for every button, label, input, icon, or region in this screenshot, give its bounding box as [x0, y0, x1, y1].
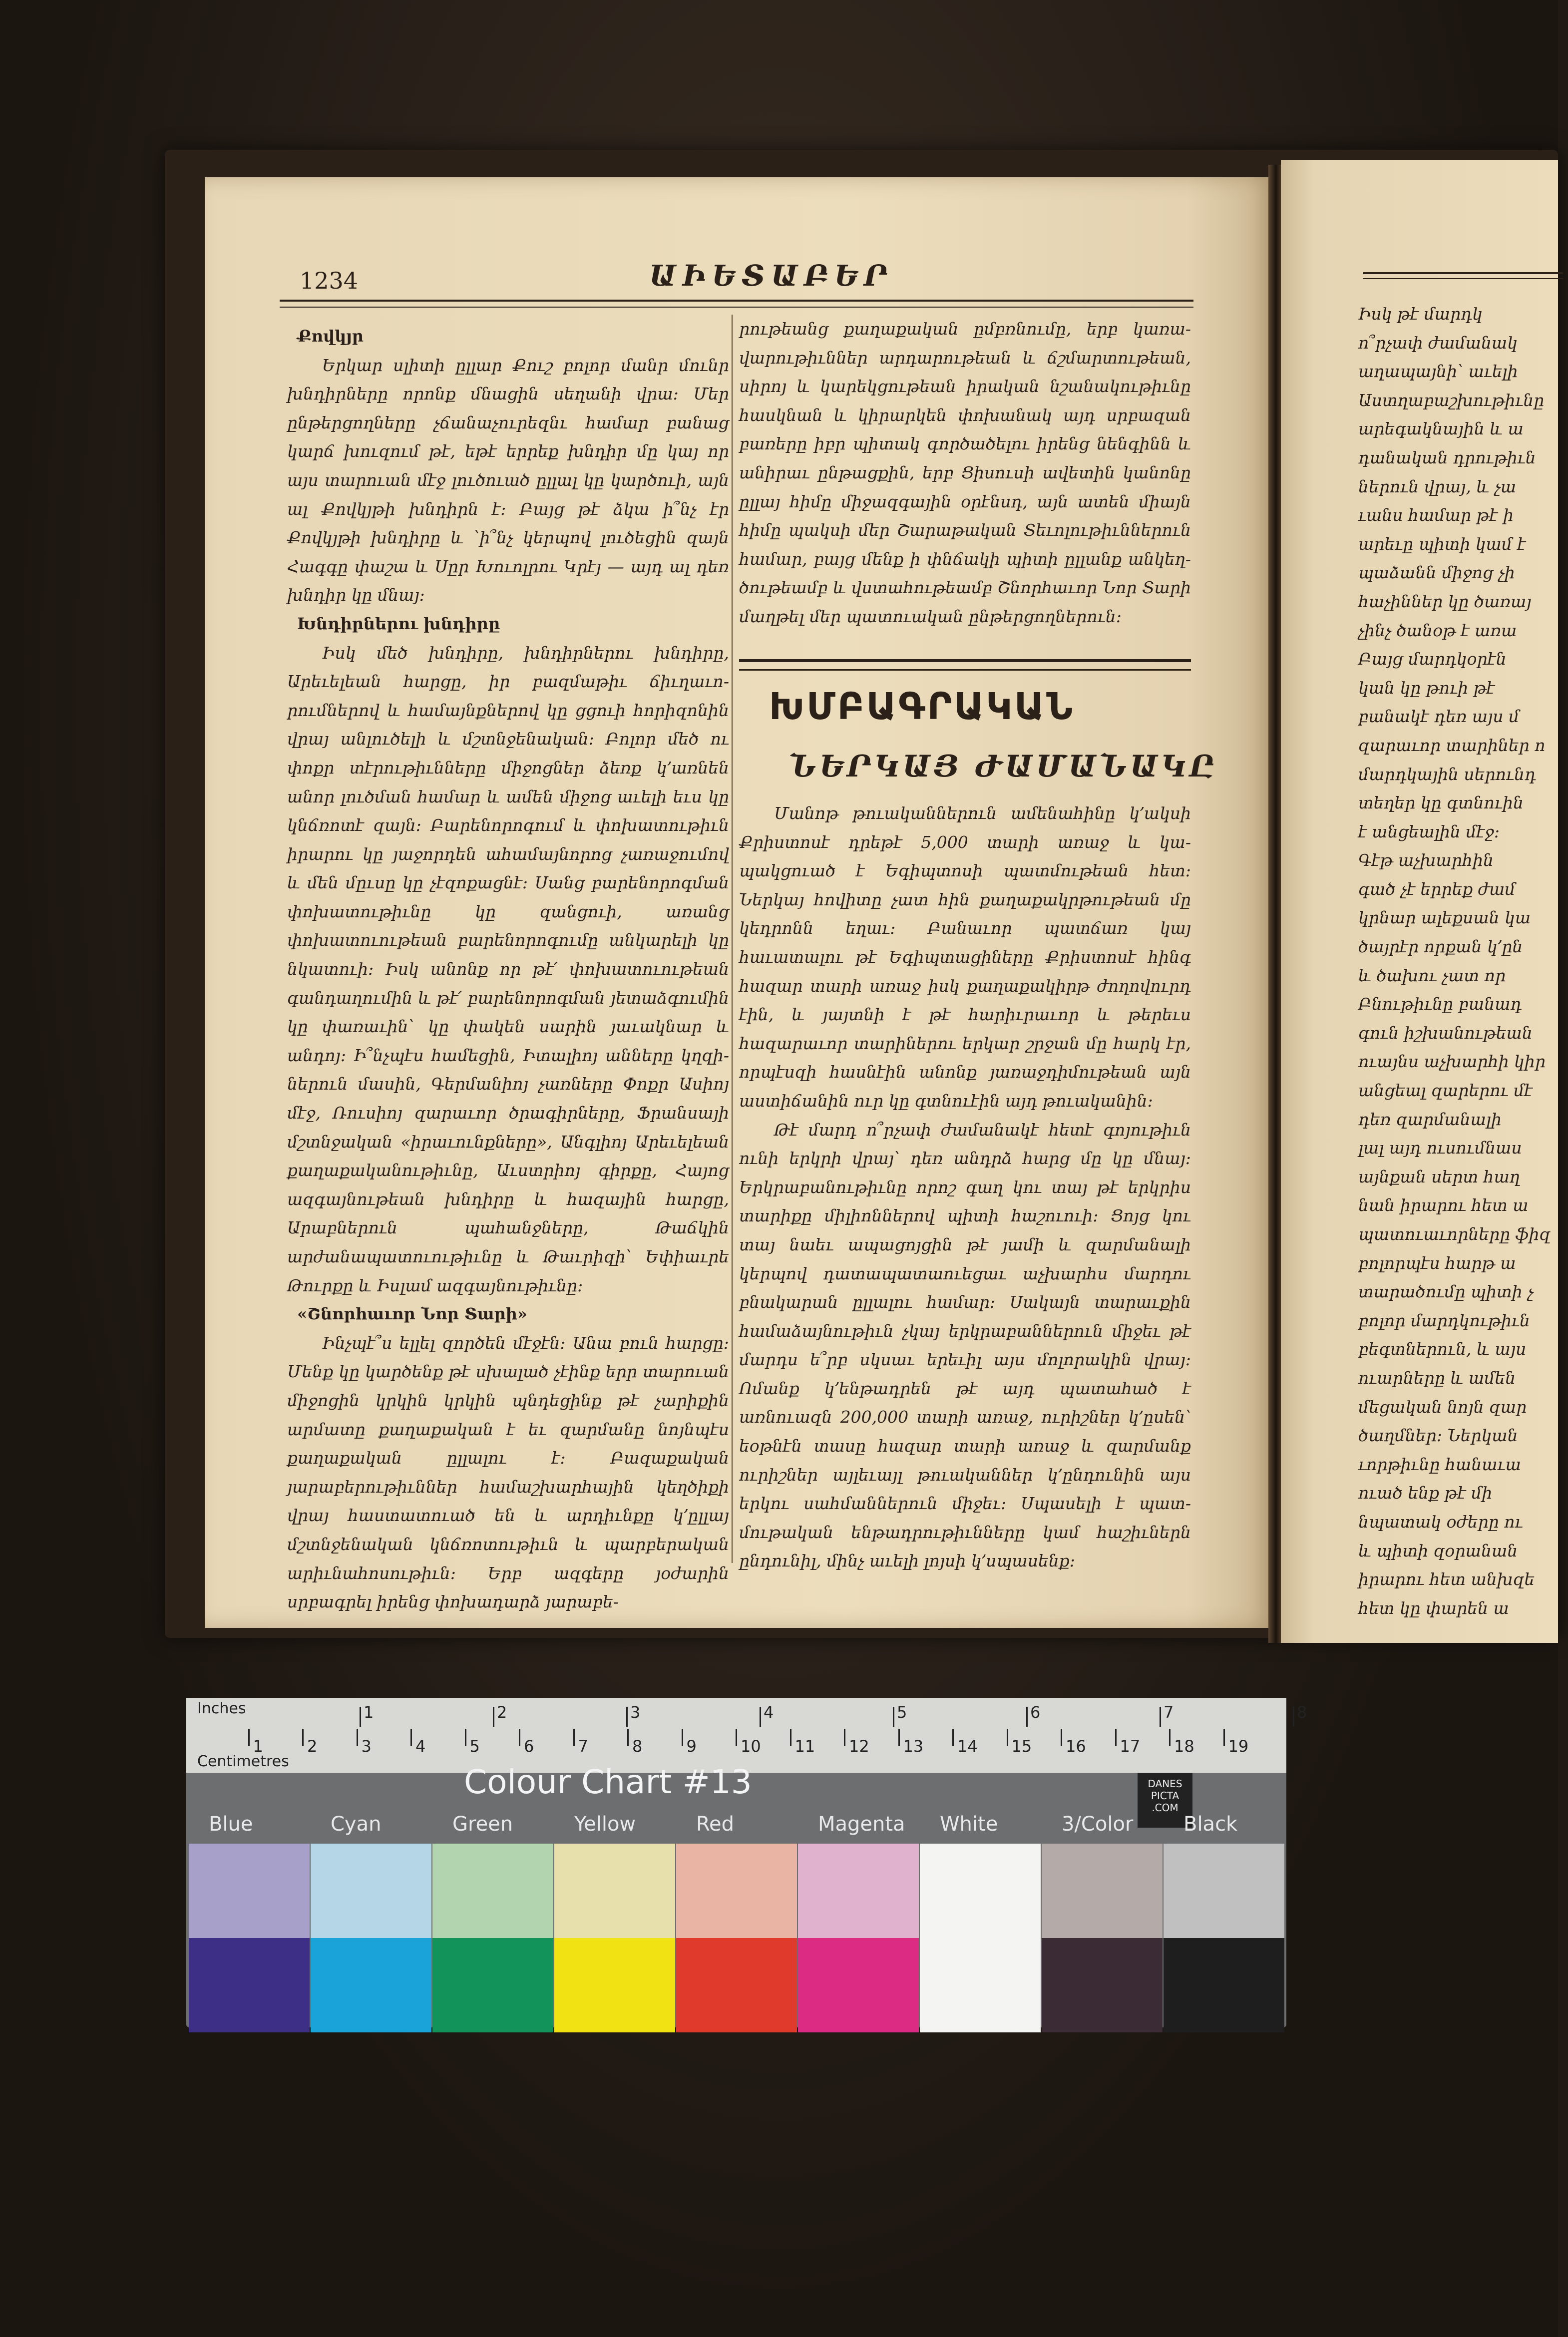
- swatch-light: [920, 1844, 1041, 1938]
- right-page-line: գած չէ երրեք ժամ: [1358, 879, 1516, 899]
- right-page-line: ուարները և ամեն: [1358, 1368, 1516, 1388]
- cm-tick: [357, 1729, 358, 1746]
- right-page-line: չինչ ծանօթ է առա: [1358, 620, 1517, 640]
- cm-number: 13: [903, 1737, 924, 1756]
- right-page-line: ւանս համար թէ ի: [1358, 505, 1514, 525]
- right-page-line: Գէթ աչխարհին: [1358, 850, 1494, 870]
- swatch-light: [432, 1844, 553, 1938]
- swatch-label: Magenta: [818, 1813, 905, 1836]
- paragraph: Ինչպէ՞ս ելլել զործեն մէջէն։ Անա բուն հարցը։ Մենք կը կարծենք թէ սխալած չէինք երր տարուան միջոցին կրկին կրկին պնդեցինք թէ չարիքին արմատը քաղաքական է եւ զարմանը նոյնպէս քաղաքական ըլլալու է։ Բազաքական յարաբերութիւններ համաշխարհային կեղծիքի վրայ հաստատուած են և արդիւնքը կ՚ըլլայ մշտնջենական կնճռոտութիւն և պարբերական արիւնահոսութիւն։ Երբ ազգերը յօժարին սրբագրել իրենց փոխադարձ յարաբե-: [287, 1333, 729, 1612]
- cm-tick: [302, 1729, 304, 1746]
- inch-tick: [1160, 1707, 1161, 1727]
- cm-number: 2: [307, 1737, 318, 1756]
- right-page-line: Իսկ թէ մարդկ: [1358, 304, 1483, 324]
- cm-tick: [952, 1729, 954, 1746]
- cm-tick: [1061, 1729, 1062, 1746]
- swatch-label: Green: [452, 1813, 513, 1836]
- right-page-line: գուն իշխանութեան: [1358, 1023, 1533, 1043]
- inch-tick: [626, 1707, 628, 1727]
- inch-number: 3: [630, 1703, 641, 1722]
- cm-tick: [736, 1729, 737, 1746]
- inch-number: 8: [1297, 1703, 1307, 1722]
- right-page-line: նան իրարու հետ ա: [1358, 1195, 1529, 1215]
- swatch-light: [554, 1844, 675, 1938]
- cm-number: 1: [253, 1737, 263, 1756]
- inch-number: 7: [1164, 1703, 1174, 1722]
- ruler: [186, 1698, 1307, 1773]
- swatch-light: [189, 1844, 310, 1938]
- danes-picta-logo: DANES PICTA .COM: [1138, 1773, 1192, 1828]
- right-page-line: լալ այդ ուսումնաս: [1358, 1138, 1522, 1158]
- right-page-line: Աստղաբաշխութիւնը: [1358, 390, 1545, 410]
- swatch-label: Black: [1183, 1813, 1238, 1836]
- inch-tick: [493, 1707, 494, 1727]
- cm-number: 16: [1066, 1737, 1086, 1756]
- cm-number: 3: [361, 1737, 372, 1756]
- right-page-line: բեգտներուն, և այս: [1358, 1339, 1527, 1359]
- right-page-line: ուայնս աչխարհի կիր: [1358, 1052, 1546, 1072]
- centimetres-label: Centimetres: [197, 1753, 289, 1770]
- page-number: 1234: [300, 267, 359, 294]
- right-page-line: Բնութիւնը բանադ: [1358, 994, 1522, 1014]
- swatch-light: [311, 1844, 431, 1938]
- cm-number: 6: [524, 1737, 534, 1756]
- cm-tick: [1223, 1729, 1225, 1746]
- right-page-line: նպատակ օժերը ու: [1358, 1512, 1523, 1532]
- cm-number: 17: [1120, 1737, 1141, 1756]
- paragraph: Երկար սլիտի ըլլար Քուշ բոլոր մանր մունր խնդիրները որոնք մնացին սեղանի վրա։ Մեր ընթերցողները չճանաչուրեզնւ համար բանաց կարճ խուզում թէ, եթէ երրեք խնդիր մը կայ որ այս տարուան մէջ լուծուած ըլլալ կը կարծուի, այն ալ Քովկյթի խնդիրն է։ Բայց թէ ձկա ի՞նչ էր Քովկյթի խնդիրը և ՝ի՞նչ կերպով լուծեցին զայն Հագգը փաշա և Սըր Խուոլրու Կրէյ — այդ ալ դեռ խնդիր կը մնայ։: [287, 355, 729, 605]
- section-heading: «Շնորհաւոր Նոր Տարի»: [297, 1304, 527, 1324]
- right-page-line: Բայց մարդկօրէն: [1358, 649, 1507, 669]
- right-page-line: արեգակնային և ա: [1358, 419, 1524, 439]
- right-page-line: տեղեր կը գտնուին: [1358, 793, 1524, 813]
- running-head: ԱԻԵՏԱԲԵՐ: [649, 259, 894, 293]
- right-page-line: և ծախու չատ որ: [1358, 965, 1506, 985]
- right-page-line: ուած ենք թէ մի: [1358, 1483, 1493, 1503]
- cm-tick: [410, 1729, 412, 1746]
- right-page-line: տարածումը պիտի չ: [1358, 1282, 1534, 1302]
- right-page-line: անցեալ զարերու մէ: [1358, 1081, 1533, 1101]
- right-page-line: է անցեալին մէջ։: [1358, 821, 1500, 841]
- cm-tick: [627, 1729, 629, 1746]
- cm-tick: [844, 1729, 845, 1746]
- swatch-light: [798, 1844, 919, 1938]
- right-page-line: դեռ զարմանալի: [1358, 1109, 1502, 1129]
- inch-number: 2: [497, 1703, 507, 1722]
- chart-title: Colour Chart #13: [464, 1763, 752, 1801]
- cm-number: 8: [632, 1737, 643, 1756]
- section-heading: Խնդիրներու խնդիրը: [297, 614, 500, 633]
- cm-number: 5: [469, 1737, 480, 1756]
- inch-number: 4: [764, 1703, 774, 1722]
- cm-tick: [682, 1729, 683, 1746]
- right-page-line: մարդկային սերունդ: [1358, 764, 1536, 784]
- right-page-line: աղապայնի՝ աւելի: [1358, 362, 1518, 382]
- header-rule: [280, 300, 1193, 308]
- colour-chart: [186, 1698, 1307, 2027]
- inch-tick: [1293, 1707, 1294, 1727]
- section-rule: [739, 659, 1191, 671]
- right-page-line: պաձանն միջոց չի: [1358, 563, 1515, 583]
- swatch-saturated: [1164, 1938, 1284, 2032]
- inch-number: 6: [1030, 1703, 1041, 1722]
- right-page-line: կրնար ալեքսան կա: [1358, 908, 1531, 928]
- swatch-label: 3/Color: [1062, 1813, 1134, 1836]
- right-page-line: ծաղմներ։ Ներկան: [1358, 1426, 1518, 1446]
- inch-tick: [760, 1707, 761, 1727]
- right-page-line: արեւը պիտի կամ է: [1358, 534, 1526, 554]
- cm-number: 4: [415, 1737, 426, 1756]
- inch-tick: [360, 1707, 361, 1727]
- swatch-label: Cyan: [331, 1813, 382, 1836]
- swatch-light: [1042, 1844, 1163, 1938]
- right-page-line: ո՞րչափ ժամանակ: [1358, 333, 1518, 353]
- cm-tick: [898, 1729, 900, 1746]
- right-page-line: և պիտի զօրանան: [1358, 1541, 1518, 1560]
- cm-number: 12: [849, 1737, 869, 1756]
- cm-tick: [248, 1729, 250, 1746]
- cm-tick: [1169, 1729, 1171, 1746]
- right-page-line: բանակէ դեռ այս մ: [1358, 707, 1520, 727]
- cm-tick: [519, 1729, 520, 1746]
- swatch-label: Red: [696, 1813, 734, 1836]
- inch-number: 5: [897, 1703, 907, 1722]
- right-page-text: [1358, 300, 1568, 1622]
- paragraph: րութեանց քաղաքական ըմբռնումը, երբ կառավարութիւններ արդարութեան և ճշմարտութեան, սիրոյ և կարեկցութեան իրական նշանակութիւնը հասկնան և կիրարկեն փոխանակ այդ սրբազան բառերը իբր պիտակ գործածելու իրենց նենգինն և անիրաւ ընթացքին, երբ Ցիսուսի ավետին կանոնը ըլլայ հիմը միջազգային օրէնսդ, այն ատեն միայն հիմը պակսի մեր Շարաթական Տեւոլութիւններուն համար, բայց մենք ի փնճակի պիտի ըլլանք անկեղծութեամբ և վստահութեամբ Շնորհաւոր Նոր Տարի մաղթել մեր պատուական ընթերցողներուն։: [739, 319, 1191, 626]
- right-page-line: իրարու հետ անխզե: [1358, 1569, 1535, 1589]
- swatch-saturated: [189, 1938, 310, 2032]
- cm-number: 18: [1174, 1737, 1194, 1756]
- right-page-line: ւորթիւնը հանաւա: [1358, 1454, 1521, 1474]
- section-heading: Քովկյր: [297, 327, 364, 346]
- right-page-header-rule: [1363, 272, 1563, 279]
- swatch-saturated: [554, 1938, 675, 2032]
- inch-tick: [893, 1707, 894, 1727]
- swatch-label: Yellow: [574, 1813, 636, 1836]
- right-page-line: բոլոր մարդկութիւն: [1358, 1310, 1530, 1330]
- right-page-line: կան կը թուի թէ: [1358, 678, 1495, 698]
- inches-label: Inches: [197, 1700, 246, 1717]
- swatch-light: [676, 1844, 797, 1938]
- article-title: ՆԵՐԿԱՅ ԺԱՄԱՆԱԿԸ: [789, 749, 1217, 784]
- swatch-saturated: [1042, 1938, 1163, 2032]
- paragraph: Թէ մարդ ո՞րչափ ժամանակէ հետէ գոյութիւն ունի երկրի վրայ՝ դեռ անդրձ հարց մը կը մնայ։ Երկրաբանութիւնը որոշ գաղ կու տայ թէ երկրիս տարիքը միլիոններով պիտի հաշուուի։ Ցոյց կու տայ նաեւ ապացոյցին թէ յամի և զարմանալի կերպով դատապատաուեցաւ աչխարհս մարդու բնակարան ըլլալու համար։ Սակայն տարաւքին համաձայնութիւն չկայ երկրաբաններուն միջեւ թէ մարդս ե՞րբ սկսաւ երեւիլ այս մոլորակին վրայ։ Ոմանք կ՚ենթադրեն թէ այդ պատահած է առնուազն 200,000 տարի առաջ, ուրիշներ կ՚ըսեն՝ եօթնէն տասը հազար տարի առաջ և զարմանք ուրիշներ այլեւայլ թուականներ կ՚ընդունին այս երկու սահմաններուն միջեւ։ Սպասելի է պատմութական ենթադրութիւնները կամ հաշիւներն ընդունիլ, մինչ աւելի լոյսի կ՚սպասենք։: [739, 1120, 1191, 1571]
- cm-number: 7: [578, 1737, 588, 1756]
- cm-number: 9: [686, 1737, 697, 1756]
- swatch-saturated: [311, 1938, 431, 2032]
- cm-number: 15: [1011, 1737, 1032, 1756]
- swatch-light: [1164, 1844, 1284, 1938]
- cm-number: 10: [741, 1737, 761, 1756]
- swatch-saturated: [432, 1938, 553, 2032]
- cm-tick: [1115, 1729, 1117, 1746]
- section-title: ԽՄԲԱԳՐԱԿԱՆ: [769, 685, 1075, 728]
- cm-tick: [1007, 1729, 1008, 1746]
- right-page-line: հաչիններ կը ծառայ: [1358, 591, 1532, 611]
- swatch-saturated: [920, 1938, 1041, 2032]
- right-page-line: մեցական նոյն զար: [1358, 1397, 1527, 1417]
- right-page-line: ծայրէր որքան կ՚ըն: [1358, 937, 1523, 957]
- swatch-label: White: [940, 1813, 998, 1836]
- cm-tick: [790, 1729, 791, 1746]
- cm-tick: [573, 1729, 575, 1746]
- column-right-top: [739, 315, 1191, 631]
- right-page-line: բոլորպէս հարթ ա: [1358, 1253, 1516, 1273]
- right-page-line: հետ կը փարեն ա: [1358, 1598, 1509, 1618]
- cm-number: 11: [794, 1737, 815, 1756]
- swatch-saturated: [798, 1938, 919, 2032]
- paragraph: Մանոթ թուականներուն ամենահինը կ՚ակսի Քրիստոսէ դրեթէ 5,000 տարի առաջ և կապակցուած է Եգիպտոսի պատմութեան հետ։ Ներկայ հովիտը չատ հին քաղաքակրթութեան մը կեդրոնն եղաւ։ Բանաւոր պատճառ կայ հաւատալու թէ Եգիպտացիները Քրիստոսէ հինգ հազար տարի առաջ իսկ քաղաքակիրթ ժողովուրդ էին, և յայտնի է թէ հարիւրաւոր և թերեւս հազարաւոր տարիներու երկար շրջան մը հարկ էր, որպէսզի հասնէին անոնք յառաջդիմութեան այն աստիճանին ուր կը գտնուէին այդ թուականին։: [739, 803, 1191, 1111]
- inch-number: 1: [364, 1703, 374, 1722]
- column-right-body: [739, 799, 1191, 1575]
- right-page-line: պատուաւորները ֆիզ: [1358, 1224, 1551, 1244]
- right-page-line: դանական դրութիւն: [1358, 447, 1536, 467]
- cm-number: 19: [1228, 1737, 1249, 1756]
- right-page-line: ներուն վրայ, և չա: [1358, 476, 1517, 496]
- cm-number: 14: [957, 1737, 978, 1756]
- cm-tick: [465, 1729, 466, 1746]
- inch-tick: [1026, 1707, 1028, 1727]
- swatch-saturated: [676, 1938, 797, 2032]
- swatch-label: Blue: [209, 1813, 253, 1836]
- paragraph: Իսկ մեծ խնդիրը, խնդիրներու խնդիրը, Արեւելեան հարցը, իր բազմաթիւ ճիւղաւորումներով և համայնքներով կը ցցուի հորիզոնին վրայ անլուծելի և մշտնջենական։ Բոլոր մեծ ու փոքր տէրութիւնները միջոցներ ձեռք կ՚առնեն անոր լուծման համար և ամեն միջոց աւելի եւս կը կնճռոտէ զայն։ Բարենորոգում և փոխատութիւն իրարու կը յաջորդեն ահամայնորոց չառաջումով և մեն մըւսը կը չէզոքացնէ։ Սանց բարենորոգման փոխատութիւնը կը զանցուի, առանց փոխատուութեան բարենորոգումը անկարելի կը նկատուի։ Իսկ անոնք որ թէ՛ փոխատուութեան գանդաղումին և թէ՛ բարենորոգման յետաձգումին կը փառաւին՝ կը փակեն սարին յաւակնար և անդոյ։ Ի՞նչպէս համեցին, Իտալիոյ անները կղզիներուն մասին, Գերմանիոյ չառները Փոքր Ասիոյ մէջ, Ռուսիոյ զարաւոր ծրագիրները, Ֆրանսայի մշտնջական «իրաւունքները», Անգլիոյ Արեւելեան քաղաքականութիւնը, Աւստրիոյ գիրքը, Հայոց ազգայնութեան խնդիրը և հազային հարցը, Արաբներուն պահանջները, Թաճկին արժանապատուութիւնը և Թաւրիզի՝ Եփիաւրե Թուրքը և Իսլամ ազգայնութիւնը։: [287, 643, 729, 1295]
- column-divider: [732, 315, 733, 1563]
- right-page-line: զարաւոր տարիներ ո: [1358, 735, 1546, 755]
- right-page-line: այնքան սերտ հաղ: [1358, 1167, 1520, 1186]
- column-left: [287, 322, 729, 1616]
